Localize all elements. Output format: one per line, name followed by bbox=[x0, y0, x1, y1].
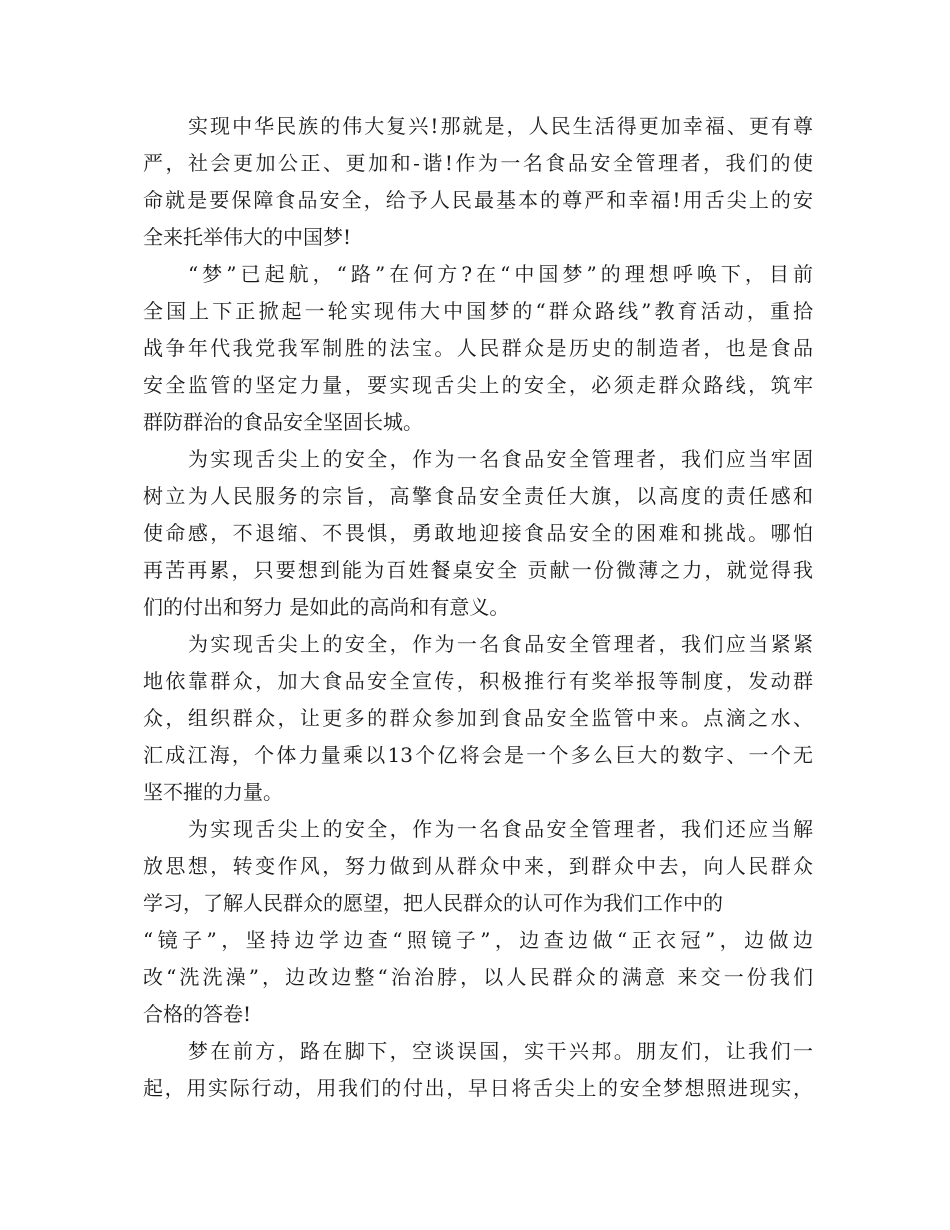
text-line: 起，用实际行动，用我们的付出，早日将舌尖上的安全梦想照进现实， bbox=[143, 1076, 813, 1100]
paragraph-3 bbox=[143, 441, 813, 626]
text-line: 群防群治的食品安全坚固长城。 bbox=[143, 410, 423, 434]
paragraph-6 bbox=[143, 1033, 813, 1107]
text-line: 梦在前方，路在脚下，空谈误国，实干兴邦。朋友们，让我们一 bbox=[188, 1039, 813, 1063]
text-line: 全来托举伟大的中国梦! bbox=[143, 225, 352, 249]
paragraph-4 bbox=[143, 626, 813, 811]
text-line: 们的付出和努力 是如此的高尚和有意义。 bbox=[143, 595, 510, 619]
text-line: 全国上下正掀起一轮实现伟大中国梦的“群众路线”教育活动，重拾 bbox=[143, 299, 813, 323]
text-line: 命就是要保障食品安全，给予人民最基本的尊严和幸福!用舌尖上的安 bbox=[143, 188, 813, 212]
text-line: 实现中华民族的伟大复兴!那就是，人民生活得更加幸福、更有尊 bbox=[188, 114, 813, 138]
text-line: 汇成江海，个体力量乘以13个亿将会是一个多么巨大的数字、一个无 bbox=[143, 743, 813, 767]
text-line: 众，组织群众，让更多的群众参加到食品安全监管中来。点滴之水、 bbox=[143, 706, 813, 730]
paragraph-5 bbox=[143, 811, 813, 1033]
text-line: 坚不摧的力量。 bbox=[143, 780, 283, 804]
document-body bbox=[143, 108, 813, 1107]
text-line: 改“洗洗澡”，边改边整“治治脖，以人民群众的满意 来交一份我们 bbox=[143, 965, 813, 989]
text-line: 严，社会更加公正、更加和-谐!作为一名食品安全管理者，我们的使 bbox=[143, 151, 813, 175]
text-line: 为实现舌尖上的安全，作为一名食品安全管理者，我们还应当解 bbox=[188, 817, 813, 841]
text-line: 树立为人民服务的宗旨，高擎食品安全责任大旗，以高度的责任感和 bbox=[143, 484, 813, 508]
text-line: 合格的答卷! bbox=[143, 1002, 252, 1026]
paragraph-2 bbox=[143, 256, 813, 441]
text-line: “梦”已起航，“路”在何方?在“中国梦”的理想呼唤下，目前 bbox=[188, 262, 813, 286]
text-line: “镜子”，坚持边学边查“照镜子”，边查边做“正衣冠”，边做边 bbox=[143, 928, 813, 952]
text-line: 学习，了解人民群众的愿望，把人民群众的认可作为我们工作中的 bbox=[143, 891, 723, 915]
text-line: 为实现舌尖上的安全，作为一名食品安全管理者，我们应当紧紧 bbox=[188, 632, 813, 656]
text-line: 放思想，转变作风，努力做到从群众中来，到群众中去，向人民群众 bbox=[143, 854, 813, 878]
text-line: 再苦再累，只要想到能为百姓餐桌安全 贡献一份微薄之力，就觉得我 bbox=[143, 558, 813, 582]
text-line: 地依靠群众，加大食品安全宣传，积极推行有奖举报等制度，发动群 bbox=[143, 669, 813, 693]
text-line: 使命感，不退缩、不畏惧，勇敢地迎接食品安全的困难和挑战。哪怕 bbox=[143, 521, 813, 545]
text-line: 安全监管的坚定力量，要实现舌尖上的安全，必须走群众路线，筑牢 bbox=[143, 373, 813, 397]
text-line: 为实现舌尖上的安全，作为一名食品安全管理者，我们应当牢固 bbox=[188, 447, 813, 471]
text-line: 战争年代我党我军制胜的法宝。人民群众是历史的制造者，也是食品 bbox=[143, 336, 813, 360]
paragraph-1 bbox=[143, 108, 813, 256]
